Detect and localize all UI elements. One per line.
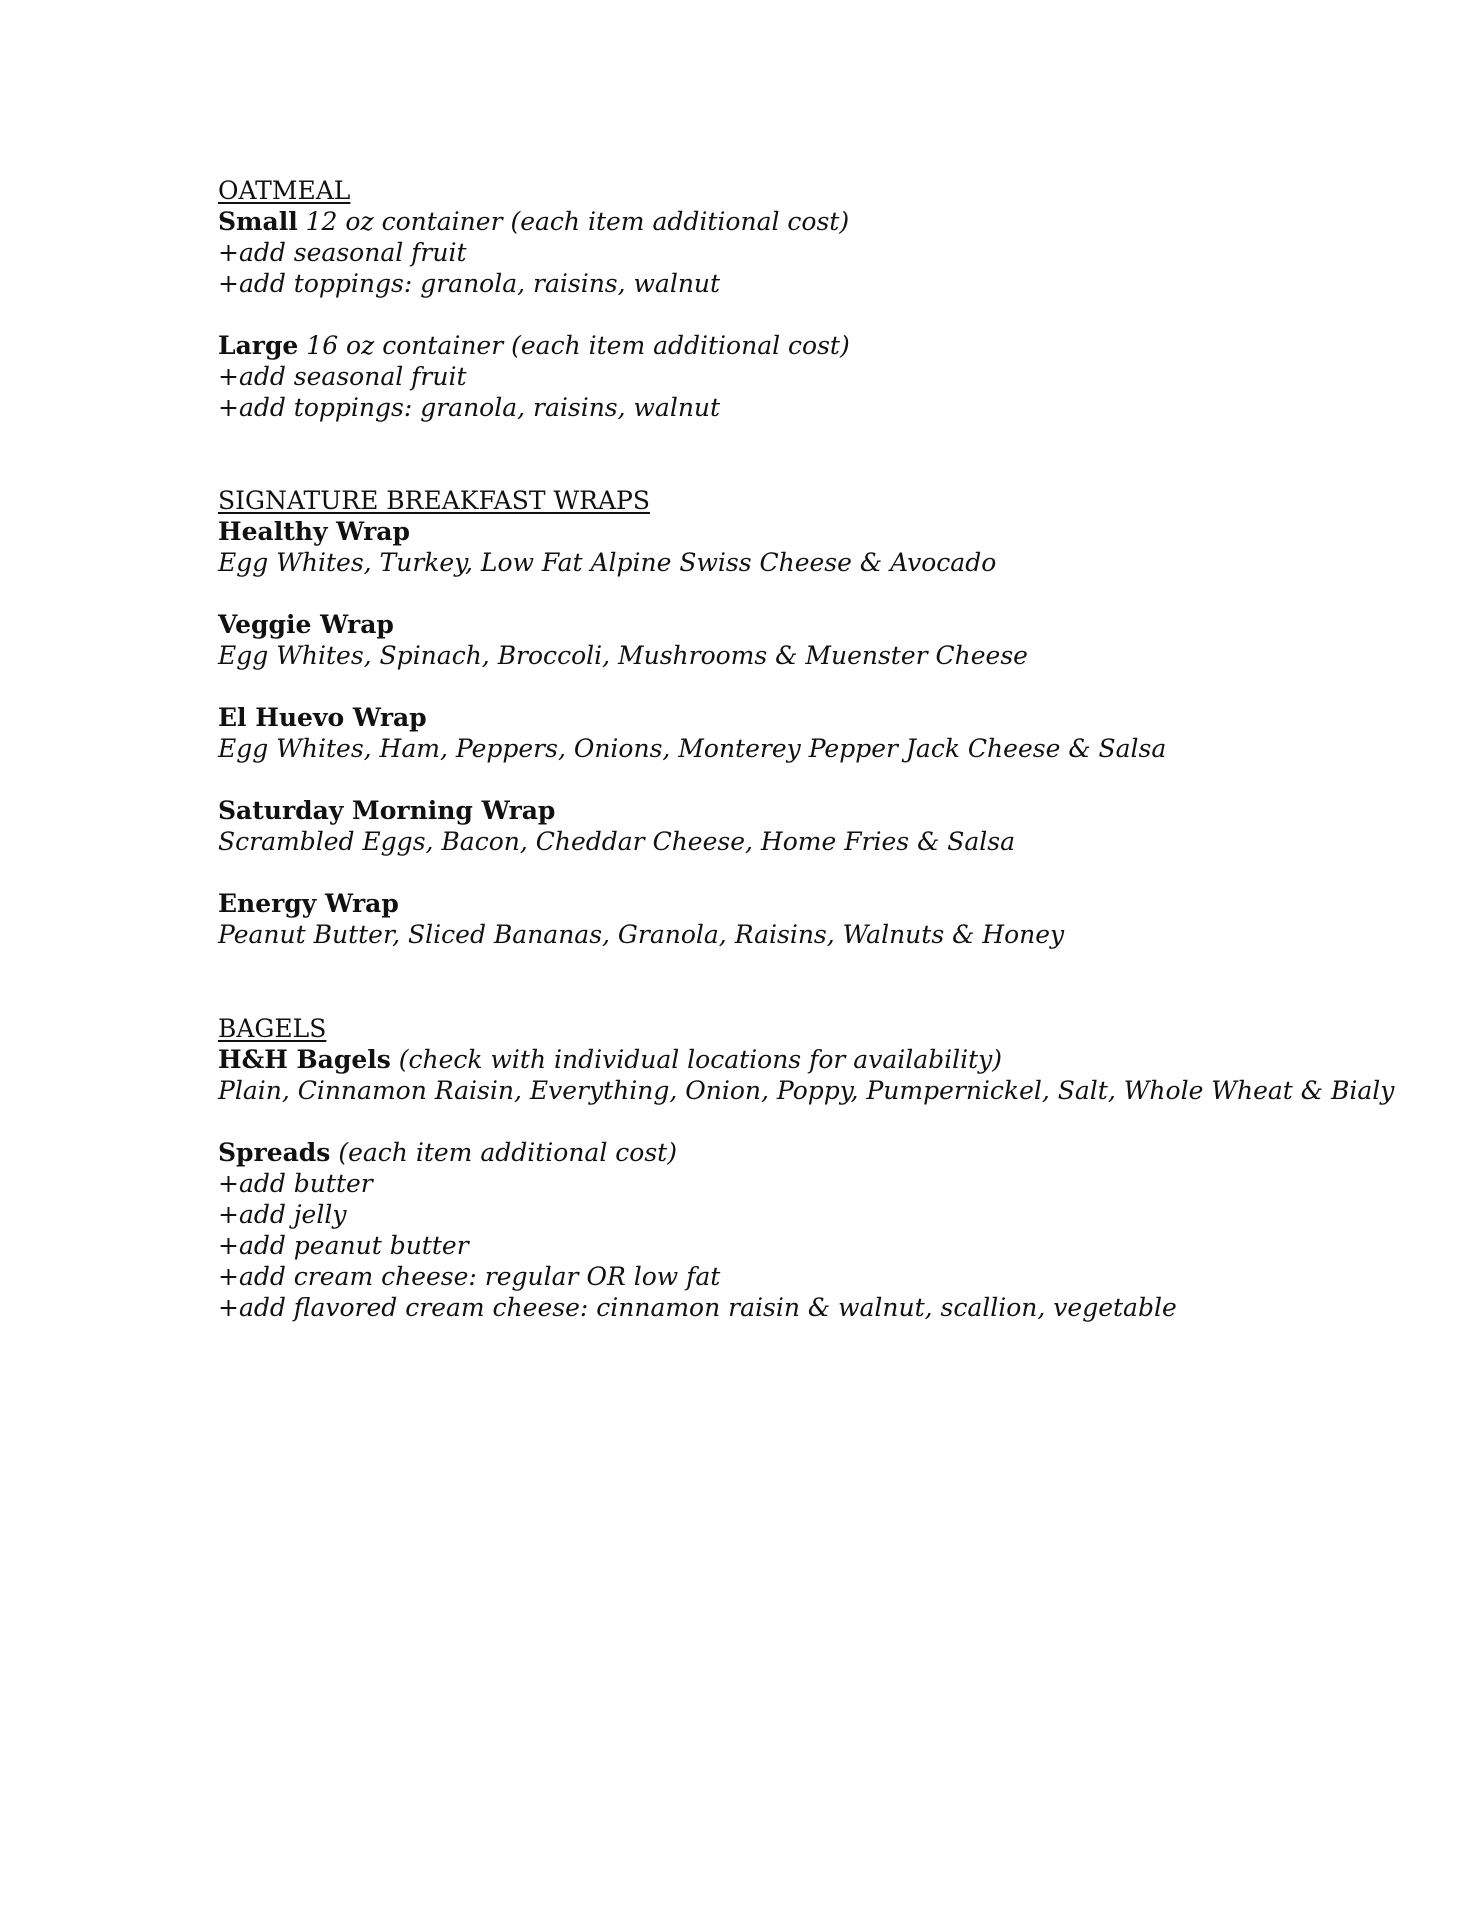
bagels-heading: BAGELS (218, 1014, 327, 1043)
wrap-desc: Egg Whites, Turkey, Low Fat Alpine Swiss Cheese & Avocado (218, 548, 997, 577)
spread-option: +add butter (218, 1169, 373, 1198)
hh-bagels-line (218, 1044, 1002, 1075)
oatmeal-small-option: +add toppings: granola, raisins, walnut (218, 269, 721, 298)
wrap-desc: Egg Whites, Spinach, Broccoli, Mushrooms & Muenster Cheese (218, 641, 1028, 670)
hh-bagels-note: (check with individual locations for availability) (390, 1045, 1003, 1074)
oatmeal-large-line (218, 330, 850, 361)
spread-option: +add jelly (218, 1200, 347, 1229)
oatmeal-small-option: +add seasonal fruit (218, 238, 467, 267)
hh-bagels-varieties: Plain, Cinnamon Raisin, Everything, Onion, Poppy, Pumpernickel, Salt, Whole Wheat & Bialy (218, 1076, 1395, 1105)
wrap-name: Energy Wrap (218, 889, 399, 918)
wrap-name: Veggie Wrap (218, 610, 394, 639)
spread-option: +add flavored cream cheese: cinnamon raisin & walnut, scallion, vegetable (218, 1293, 1177, 1322)
oatmeal-large-option: +add toppings: granola, raisins, walnut (218, 393, 721, 422)
oatmeal-small-line (218, 206, 849, 237)
spreads-note: (each item additional cost) (330, 1138, 677, 1167)
oatmeal-small-name: Small (218, 207, 298, 236)
spread-option: +add peanut butter (218, 1231, 469, 1260)
wrap-name: Healthy Wrap (218, 517, 410, 546)
wrap-desc: Scrambled Eggs, Bacon, Cheddar Cheese, Home Fries & Salsa (218, 827, 1016, 856)
spreads-name: Spreads (218, 1138, 331, 1167)
wrap-name: El Huevo Wrap (218, 703, 427, 732)
oatmeal-large-option: +add seasonal fruit (218, 362, 467, 391)
oatmeal-large-desc: 16 oz container (each item additional cost) (298, 331, 850, 360)
wraps-heading: SIGNATURE BREAKFAST WRAPS (218, 486, 650, 515)
spread-option: +add cream cheese: regular OR low fat (218, 1262, 721, 1291)
spreads-line (218, 1137, 677, 1168)
wrap-desc: Egg Whites, Ham, Peppers, Onions, Monterey Pepper Jack Cheese & Salsa (218, 734, 1167, 763)
oatmeal-small-desc: 12 oz container (each item additional cost) (297, 207, 850, 236)
oatmeal-large-name: Large (218, 331, 299, 360)
wrap-desc: Peanut Butter, Sliced Bananas, Granola, Raisins, Walnuts & Honey (218, 920, 1065, 949)
oatmeal-heading: OATMEAL (218, 176, 351, 205)
wrap-name: Saturday Morning Wrap (218, 796, 556, 825)
hh-bagels-name: H&H Bagels (218, 1045, 391, 1074)
